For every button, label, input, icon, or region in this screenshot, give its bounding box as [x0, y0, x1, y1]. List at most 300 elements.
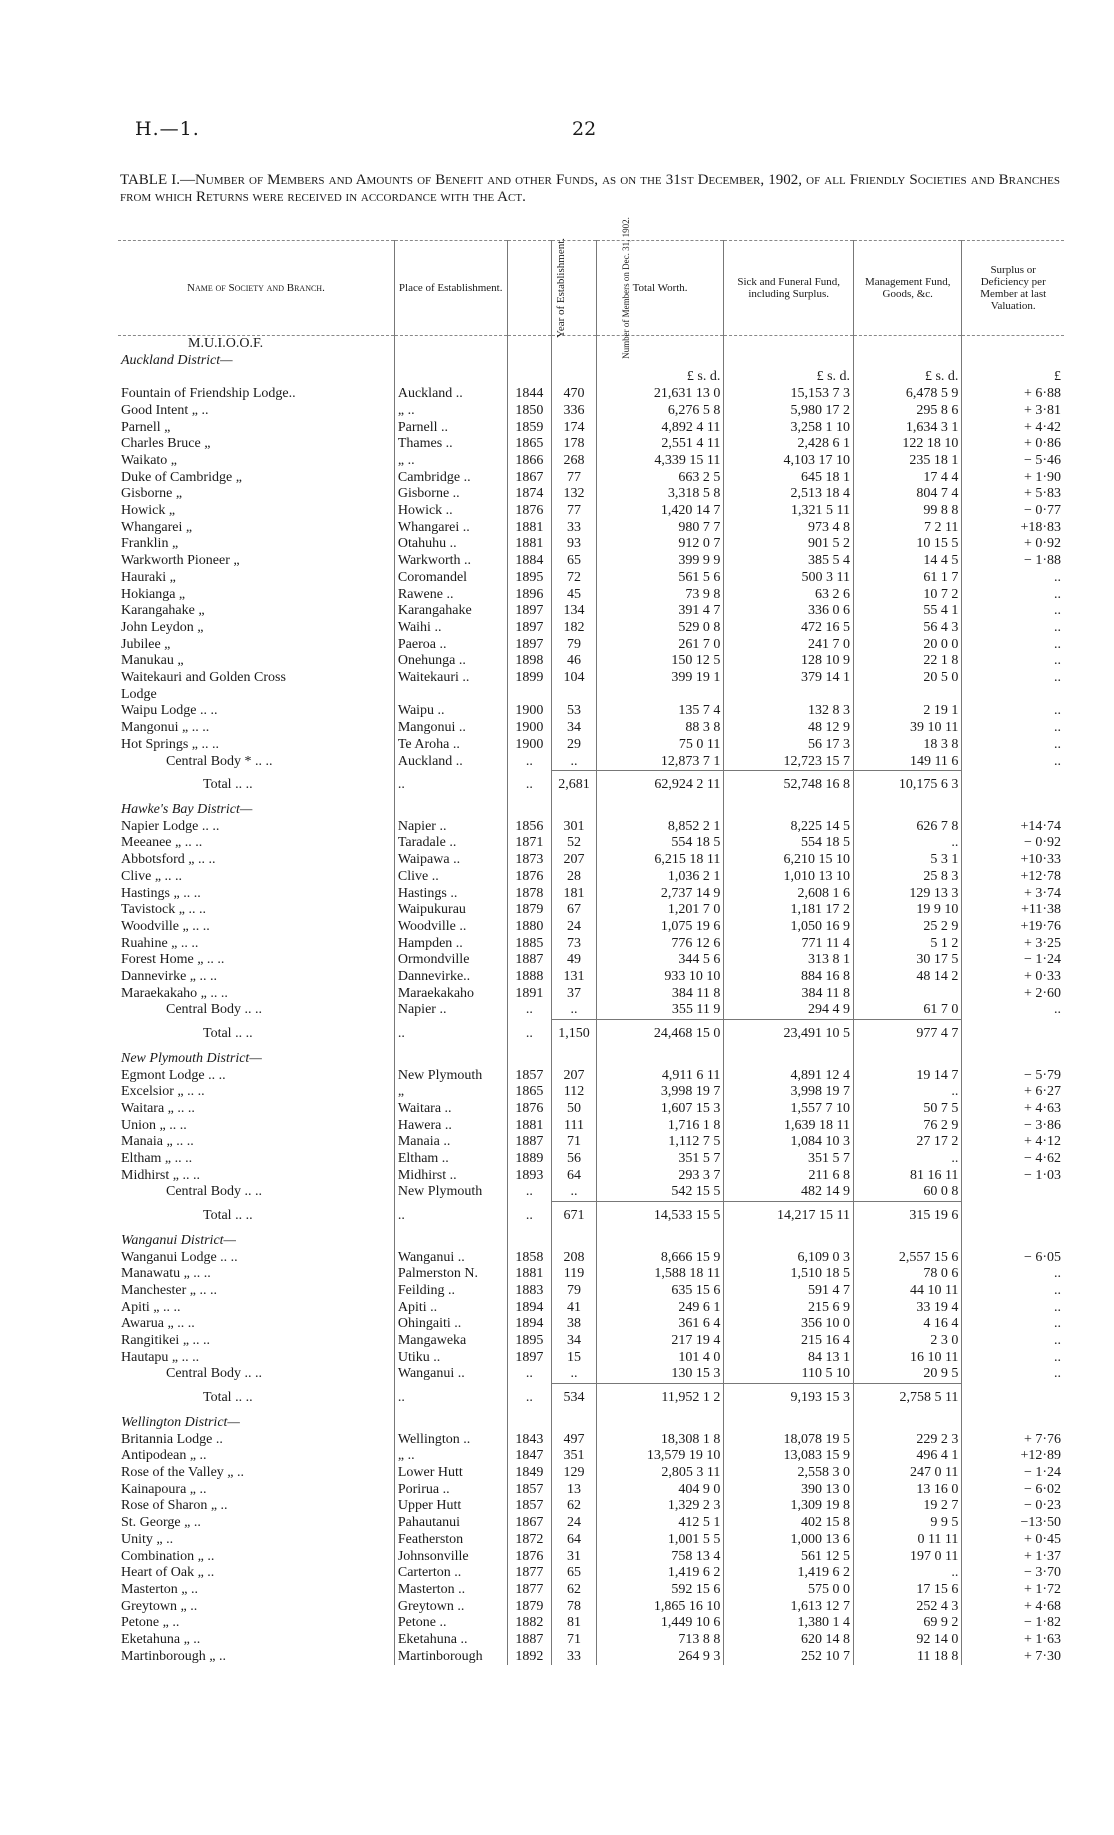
table-row: [118, 670, 1064, 687]
cell-place: Waitara ..: [394, 1101, 507, 1118]
table-row: [118, 1266, 1064, 1283]
cell-place: Palmerston N.: [394, 1266, 507, 1283]
cell-place: Waitekauri ..: [394, 670, 507, 687]
table-row: [118, 1084, 1064, 1101]
cell-management-fund: 2 19 1: [854, 703, 962, 720]
cell-sick-fund: 252 10 7: [724, 1649, 854, 1666]
cell-members: [552, 369, 597, 386]
cell-management-fund: 33 19 4: [854, 1300, 962, 1317]
cell-society-name: Masterton „ ..: [121, 1581, 198, 1597]
cell-society-name: Combination „ ..: [121, 1548, 215, 1564]
cell-year: 1873: [507, 852, 552, 869]
cell-place: Auckland ..: [394, 754, 507, 771]
cell-management-fund: ..: [854, 835, 962, 852]
cell-sick-fund: 48 12 9: [724, 720, 854, 737]
cell-place: Ohingaiti ..: [394, 1316, 507, 1333]
cell-sick-fund: 211 6 8: [724, 1168, 854, 1185]
header-row: [118, 241, 1064, 336]
cell-place: [394, 1051, 507, 1068]
cell-members: 129: [552, 1465, 597, 1482]
cell-place: Petone ..: [394, 1615, 507, 1632]
cell-total-worth: [596, 802, 724, 819]
cell-members: 45: [552, 587, 597, 604]
cell-sick-fund: 6,109 0 3: [724, 1250, 854, 1267]
total-row: [118, 1202, 1064, 1233]
cell-management-fund: 61 1 7: [854, 570, 962, 587]
cell-surplus: + 1·72: [962, 1582, 1064, 1599]
cell-total-worth: 4,911 6 11: [596, 1068, 724, 1085]
cell-surplus: + 0·45: [962, 1532, 1064, 1549]
cell-management-fund: 81 16 11: [854, 1168, 962, 1185]
table-row: [118, 1151, 1064, 1168]
cell-year: 1877: [507, 1565, 552, 1582]
cell-sick-fund: £ s. d.: [724, 369, 854, 386]
cell-members: 208: [552, 1250, 597, 1267]
table-row: [118, 620, 1064, 637]
cell-place: Upper Hutt: [394, 1498, 507, 1515]
cell-total-worth: 542 15 5: [596, 1184, 724, 1201]
cell-surplus: + 3·25: [962, 936, 1064, 953]
cell-management-fund: [854, 1233, 962, 1250]
table-row: [118, 1101, 1064, 1118]
cell-society-name: Jubilee „: [121, 636, 171, 652]
cell-total-worth: 1,420 14 7: [596, 503, 724, 520]
cell-sick-fund: 1,000 13 6: [724, 1532, 854, 1549]
cell-year: ..: [507, 1366, 552, 1383]
cell-members: 112: [552, 1084, 597, 1101]
cell-place: Pahautanui: [394, 1515, 507, 1532]
cell-place: Parnell ..: [394, 420, 507, 437]
cell-total-worth: 4,892 4 11: [596, 420, 724, 437]
cell-year: 1867: [507, 1515, 552, 1532]
cell-sick-fund: 1,557 7 10: [724, 1101, 854, 1118]
cell-society-name: Union „ .. ..: [121, 1117, 187, 1133]
cell-members: 49: [552, 952, 597, 969]
cell-year: 1878: [507, 886, 552, 903]
cell-management-fund: [854, 336, 962, 353]
cell-management-fund: 197 0 11: [854, 1549, 962, 1566]
cell-surplus: ..: [962, 620, 1064, 637]
cell-society-name: Tavistock „ .. ..: [121, 902, 206, 918]
cell-sick-fund: [724, 353, 854, 370]
cell-management-fund: 18 3 8: [854, 737, 962, 754]
table-row: [118, 969, 1064, 986]
cell-year: 1888: [507, 969, 552, 986]
cell-members: 79: [552, 637, 597, 654]
cell-total-worth: 13,579 19 10: [596, 1448, 724, 1465]
cell-management-fund: 56 4 3: [854, 620, 962, 637]
cell-members: 13: [552, 1482, 597, 1499]
cell-total-worth: 21,631 13 0: [596, 386, 724, 403]
cell-society-name: Abbotsford „ .. ..: [121, 852, 216, 868]
cell-society-name: Greytown „ ..: [121, 1598, 198, 1614]
cell-sick-fund: 1,084 10 3: [724, 1134, 854, 1151]
cell-society-name: Central Body * .. ..: [166, 753, 273, 769]
cell-management-fund: 16 10 11: [854, 1350, 962, 1367]
cell-total-worth: [596, 336, 724, 353]
cell-management-fund: [854, 1051, 962, 1068]
cell-members: 131: [552, 969, 597, 986]
cell-surplus: − 0·92: [962, 835, 1064, 852]
cell-total-worth: 912 0 7: [596, 536, 724, 553]
cell-surplus: ..: [962, 1316, 1064, 1333]
cell-year: [507, 687, 552, 704]
cell-place: Lower Hutt: [394, 1465, 507, 1482]
cell-management-fund: 2 3 0: [854, 1333, 962, 1350]
cell-year: ..: [507, 1002, 552, 1019]
cell-total-worth: 18,308 1 8: [596, 1432, 724, 1449]
cell-surplus: + 6·88: [962, 386, 1064, 403]
table-row: [118, 919, 1064, 936]
cell-sick-fund: 294 4 9: [724, 1002, 854, 1019]
cell-surplus: − 1·24: [962, 1465, 1064, 1482]
friendly-societies-table: [118, 217, 1064, 1665]
cell-total-worth: 1,201 7 0: [596, 902, 724, 919]
cell-total-worth: 592 15 6: [596, 1582, 724, 1599]
cell-society-name: Karangahake „: [121, 603, 205, 619]
cell-management-fund: 20 0 0: [854, 637, 962, 654]
col-header-sick-fund: Sick and Funeral Fund, including Surplus.: [724, 241, 854, 336]
cell-sick-fund: 2,428 6 1: [724, 436, 854, 453]
cell-management-fund: 39 10 11: [854, 720, 962, 737]
cell-management-fund: 10 15 5: [854, 536, 962, 553]
cell-society-name: Hawke's Bay District—: [121, 801, 253, 817]
cell-society-name: Napier Lodge .. ..: [121, 818, 220, 834]
cell-sick-fund: 23,491 10 5: [724, 1020, 854, 1051]
col-header-year-text: Year of Establishment.: [554, 237, 567, 339]
cell-management-fund: 20 5 0: [854, 670, 962, 687]
cell-surplus: ..: [962, 637, 1064, 654]
table-row: [118, 503, 1064, 520]
cell-management-fund: 7 2 11: [854, 520, 962, 537]
cell-total-worth: 933 10 10: [596, 969, 724, 986]
cell-sick-fund: 18,078 19 5: [724, 1432, 854, 1449]
cell-society-name: Auckland District—: [121, 352, 233, 368]
cell-members: 24: [552, 1515, 597, 1532]
cell-surplus: [962, 1202, 1064, 1233]
cell-members: 470: [552, 386, 597, 403]
cell-year: 1897: [507, 620, 552, 637]
cell-management-fund: ..: [854, 1565, 962, 1582]
cell-members: 34: [552, 1333, 597, 1350]
cell-surplus: +14·74: [962, 819, 1064, 836]
cell-year: 1881: [507, 520, 552, 537]
cell-members: 28: [552, 869, 597, 886]
table-row: [118, 1432, 1064, 1449]
table-row: [118, 1582, 1064, 1599]
cell-surplus: [962, 1184, 1064, 1201]
table-row: [118, 1350, 1064, 1367]
cell-society-name: Unity „ ..: [121, 1531, 174, 1547]
cell-place: Hastings ..: [394, 886, 507, 903]
cell-place: Waipu ..: [394, 703, 507, 720]
cell-management-fund: [854, 802, 962, 819]
cell-society-name: Mangonui „ .. ..: [121, 720, 210, 736]
cell-management-fund: 2,758 5 11: [854, 1384, 962, 1415]
table-row: [118, 1250, 1064, 1267]
cell-place: Maraekakaho: [394, 986, 507, 1003]
cell-total-worth: 404 9 0: [596, 1482, 724, 1499]
cell-year: 1844: [507, 386, 552, 403]
cell-total-worth: 150 12 5: [596, 653, 724, 670]
cell-place: Karangahake: [394, 603, 507, 620]
cell-surplus: + 4·68: [962, 1599, 1064, 1616]
cell-surplus: + 6·27: [962, 1084, 1064, 1101]
cell-members: 111: [552, 1118, 597, 1135]
cell-members: 2,681: [552, 771, 597, 802]
cell-total-worth: 12,873 7 1: [596, 754, 724, 771]
cell-place: Carterton ..: [394, 1565, 507, 1582]
cell-society-name: Waitekauri and Golden Cross: [121, 670, 286, 686]
cell-place: ..: [394, 771, 507, 802]
cell-members: 64: [552, 1168, 597, 1185]
cell-society-name: Parnell „: [121, 419, 171, 435]
cell-members: 56: [552, 1151, 597, 1168]
cell-management-fund: 252 4 3: [854, 1599, 962, 1616]
cell-year: 1895: [507, 570, 552, 587]
cell-year: 1894: [507, 1316, 552, 1333]
cell-members: 65: [552, 553, 597, 570]
cell-year: 1865: [507, 436, 552, 453]
cell-total-worth: 217 19 4: [596, 1333, 724, 1350]
cell-year: ..: [507, 754, 552, 771]
cell-total-worth: 8,852 2 1: [596, 819, 724, 836]
cell-society-name: Petone „ ..: [121, 1615, 180, 1631]
cell-place: [394, 687, 507, 704]
cell-total-worth: 561 5 6: [596, 570, 724, 587]
cell-year: 1900: [507, 737, 552, 754]
cell-surplus: − 1·24: [962, 952, 1064, 969]
cell-surplus: − 0·77: [962, 503, 1064, 520]
cell-members: 336: [552, 403, 597, 420]
table-row: [118, 1649, 1064, 1666]
table-row: [118, 1465, 1064, 1482]
cell-sick-fund: 575 0 0: [724, 1582, 854, 1599]
cell-members: 77: [552, 503, 597, 520]
cell-year: 1895: [507, 1333, 552, 1350]
cell-surplus: −13·50: [962, 1515, 1064, 1532]
cell-total-worth: [596, 1051, 724, 1068]
cell-place: Masterton ..: [394, 1582, 507, 1599]
cell-members: 71: [552, 1134, 597, 1151]
cell-total-worth: 8,666 15 9: [596, 1250, 724, 1267]
cell-management-fund: [854, 687, 962, 704]
cell-society-name: Hot Springs „ .. ..: [121, 736, 219, 752]
cell-management-fund: 17 4 4: [854, 470, 962, 487]
table-row: [118, 486, 1064, 503]
cell-surplus: + 4·12: [962, 1134, 1064, 1151]
cell-sick-fund: 15,153 7 3: [724, 386, 854, 403]
cell-surplus: ..: [962, 754, 1064, 771]
table-row: [118, 952, 1064, 969]
cell-society-name: Waipu Lodge .. ..: [121, 703, 218, 719]
cell-society-name: Awarua „ .. ..: [121, 1316, 195, 1332]
cell-society-name: Hokianga „: [121, 586, 186, 602]
cell-sick-fund: 56 17 3: [724, 737, 854, 754]
cell-place: Apiti ..: [394, 1300, 507, 1317]
cell-surplus: − 3·86: [962, 1118, 1064, 1135]
cell-members: 77: [552, 470, 597, 487]
cell-year: 1874: [507, 486, 552, 503]
cell-total-worth: [596, 687, 724, 704]
cell-year: 1857: [507, 1498, 552, 1515]
cell-society-name: Egmont Lodge .. ..: [121, 1067, 226, 1083]
cell-management-fund: 55 4 1: [854, 603, 962, 620]
cell-year: 1885: [507, 936, 552, 953]
cell-place: Woodville ..: [394, 919, 507, 936]
cell-surplus: − 5·79: [962, 1068, 1064, 1085]
cell-sick-fund: 13,083 15 9: [724, 1448, 854, 1465]
cell-society-name: Wanganui Lodge .. ..: [121, 1249, 238, 1265]
cell-year: 1896: [507, 587, 552, 604]
cell-members: 15: [552, 1350, 597, 1367]
cell-year: ..: [507, 1384, 552, 1415]
cell-surplus: ..: [962, 587, 1064, 604]
cell-year: 1889: [507, 1151, 552, 1168]
table-row: [118, 386, 1064, 403]
cell-members: [552, 353, 597, 370]
cell-year: ..: [507, 1184, 552, 1201]
cell-total-worth: 11,952 1 2: [596, 1384, 724, 1415]
cell-total-worth: 399 19 1: [596, 670, 724, 687]
cell-sick-fund: 2,558 3 0: [724, 1465, 854, 1482]
cell-management-fund: 48 14 2: [854, 969, 962, 986]
cell-surplus: +12·78: [962, 869, 1064, 886]
cell-surplus: − 1·88: [962, 553, 1064, 570]
table-row: [118, 1498, 1064, 1515]
cell-surplus: ..: [962, 653, 1064, 670]
cell-surplus: + 1·63: [962, 1632, 1064, 1649]
cell-place: [394, 1415, 507, 1432]
cell-members: 41: [552, 1300, 597, 1317]
cell-sick-fund: 351 5 7: [724, 1151, 854, 1168]
table-row: [118, 1134, 1064, 1151]
cell-members: ..: [552, 754, 597, 771]
cell-members: [552, 1415, 597, 1432]
cell-management-fund: 2,557 15 6: [854, 1250, 962, 1267]
cell-year: 1883: [507, 1283, 552, 1300]
cell-total-worth: 6,276 5 8: [596, 403, 724, 420]
district-heading-row: [118, 1415, 1064, 1432]
table-row: [118, 587, 1064, 604]
cell-place: Wellington ..: [394, 1432, 507, 1449]
cell-total-worth: [596, 353, 724, 370]
cell-place: Eltham ..: [394, 1151, 507, 1168]
cell-management-fund: 5 3 1: [854, 852, 962, 869]
table-row: [118, 1448, 1064, 1465]
cell-sick-fund: 52,748 16 8: [724, 771, 854, 802]
cell-management-fund: 496 4 1: [854, 1448, 962, 1465]
cell-total-worth: 412 5 1: [596, 1515, 724, 1532]
cell-sick-fund: 884 16 8: [724, 969, 854, 986]
table-row: [118, 637, 1064, 654]
table-row: [118, 403, 1064, 420]
cell-place: „: [394, 1084, 507, 1101]
cell-society-name: St. George „ ..: [121, 1515, 201, 1531]
cell-total-worth: 2,551 4 11: [596, 436, 724, 453]
cell-surplus: [962, 771, 1064, 802]
cell-members: 33: [552, 1649, 597, 1666]
cell-total-worth: 6,215 18 11: [596, 852, 724, 869]
cell-year: 1876: [507, 869, 552, 886]
cell-management-fund: 22 1 8: [854, 653, 962, 670]
cell-management-fund: 60 0 8: [854, 1184, 962, 1201]
cell-management-fund: 69 9 2: [854, 1615, 962, 1632]
cell-year: 1900: [507, 703, 552, 720]
cell-members: [552, 687, 597, 704]
cell-surplus: [962, 1415, 1064, 1432]
cell-society-name: Duke of Cambridge „: [121, 469, 242, 485]
cell-place: „ ..: [394, 453, 507, 470]
cell-management-fund: 1,634 3 1: [854, 420, 962, 437]
cell-members: 351: [552, 1448, 597, 1465]
cell-place: Manaia ..: [394, 1134, 507, 1151]
page-reference: H.—1.: [135, 118, 200, 140]
cell-surplus: ..: [962, 570, 1064, 587]
col-header-place: Place of Establishment.: [394, 241, 507, 336]
cell-surplus: [962, 1051, 1064, 1068]
col-header-year: [507, 237, 567, 339]
cell-sick-fund: 3,258 1 10: [724, 420, 854, 437]
cell-total-worth: 3,998 19 7: [596, 1084, 724, 1101]
cell-sick-fund: 390 13 0: [724, 1482, 854, 1499]
table-row: [118, 1482, 1064, 1499]
table-row: [118, 653, 1064, 670]
cell-sick-fund: 9,193 15 3: [724, 1384, 854, 1415]
table-row: [118, 1333, 1064, 1350]
cell-total-worth: 344 5 6: [596, 952, 724, 969]
cell-place: Warkworth ..: [394, 553, 507, 570]
cell-sick-fund: 379 14 1: [724, 670, 854, 687]
cell-management-fund: 4 16 4: [854, 1316, 962, 1333]
cell-place: Taradale ..: [394, 835, 507, 852]
cell-total-worth: 293 3 7: [596, 1168, 724, 1185]
page-number: 22: [572, 118, 597, 140]
cell-management-fund: 235 18 1: [854, 453, 962, 470]
cell-management-fund: 6,478 5 9: [854, 386, 962, 403]
cell-sick-fund: 384 11 8: [724, 986, 854, 1003]
cell-members: 62: [552, 1582, 597, 1599]
cell-members: 119: [552, 1266, 597, 1283]
cell-total-worth: 529 0 8: [596, 620, 724, 637]
cell-society-name: Manawatu „ .. ..: [121, 1266, 211, 1282]
cell-year: ..: [507, 1202, 552, 1233]
cell-total-worth: 980 7 7: [596, 520, 724, 537]
cell-management-fund: 50 7 5: [854, 1101, 962, 1118]
cell-surplus: + 2·60: [962, 986, 1064, 1003]
cell-sick-fund: 215 16 4: [724, 1333, 854, 1350]
cell-surplus: [962, 353, 1064, 370]
cell-total-worth: 1,329 2 3: [596, 1498, 724, 1515]
cell-year: 1849: [507, 1465, 552, 1482]
table-row: [118, 453, 1064, 470]
cell-place: Hampden ..: [394, 936, 507, 953]
cell-members: 1,150: [552, 1020, 597, 1051]
cell-management-fund: 10,175 6 3: [854, 771, 962, 802]
cell-sick-fund: 2,513 18 4: [724, 486, 854, 503]
cell-place: Rawene ..: [394, 587, 507, 604]
cell-sick-fund: 591 4 7: [724, 1283, 854, 1300]
cell-members: 50: [552, 1101, 597, 1118]
cell-total-worth: 351 5 7: [596, 1151, 724, 1168]
cell-society-name: Charles Bruce „: [121, 436, 211, 452]
table-caption: [120, 172, 1060, 206]
table-row: [118, 1002, 1064, 1019]
cell-place: Thames ..: [394, 436, 507, 453]
cell-members: ..: [552, 1184, 597, 1201]
cell-sick-fund: 336 0 6: [724, 603, 854, 620]
cell-place: Clive ..: [394, 869, 507, 886]
